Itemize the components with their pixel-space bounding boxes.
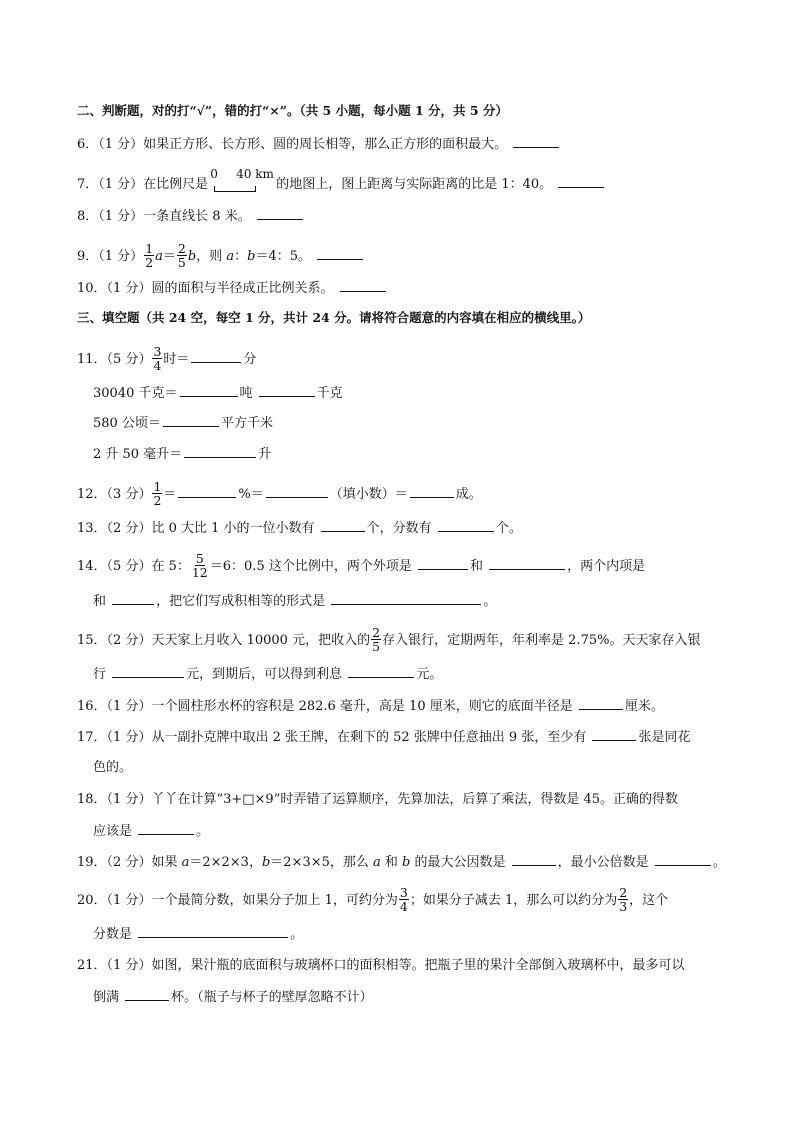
q12-fraction: $\frac{1}{2}$ bbox=[153, 479, 162, 508]
question-11-line-2: 30040 千克＝ 吨 千克 bbox=[93, 386, 343, 401]
q9-fraction-1: $\frac{1}{2}$ bbox=[145, 241, 154, 270]
q7-answer-blank[interactable] bbox=[558, 175, 604, 188]
q7-pre: 7．（1 分）在比例尺是 bbox=[77, 177, 209, 192]
scale-bar-icon bbox=[210, 166, 274, 193]
question-20: 20．（1 分）一个最简分数，如果分子加上 1，可约分为 $\frac{3}{4}$ ；如果分子减去 1，那么可以约分为 $\frac{2}{3}$ ，这个 bbox=[77, 885, 669, 914]
question-14: 14．（5 分）在 5： $\frac{5}{12}$ ＝6：0.5 这个比例中，两个外项是 和 ，两个内项是 bbox=[77, 551, 646, 580]
question-12: 12．（3 分） $\frac{1}{2}$ ＝ %＝ （填小数）＝ 成。 bbox=[77, 479, 482, 508]
question-11-line-3: 580 公顷＝ 平方千米 bbox=[93, 416, 273, 431]
section2-heading: 二、判断题，对的打“√”，错的打“×”。（共 5 小题，每小题 1 分，共 5 分） bbox=[77, 103, 508, 118]
q6-answer-blank[interactable] bbox=[513, 135, 559, 148]
q19-blank-1[interactable] bbox=[512, 853, 556, 866]
q20-blank[interactable] bbox=[138, 925, 288, 938]
q15-fraction: $\frac{2}{5}$ bbox=[372, 625, 381, 654]
q14-blank-3[interactable] bbox=[112, 592, 154, 605]
question-16: 16．（1 分）一个圆柱形水杯的容积是 282.6 毫升，高是 10 厘米，则它的底面半径是 厘米。 bbox=[77, 699, 664, 714]
question-21-line-2: 倒满 杯。（瓶子与杯子的壁厚忽略不计） bbox=[93, 990, 373, 1005]
question-20-line-2: 分数是 。 bbox=[93, 927, 304, 942]
q19-blank-2[interactable] bbox=[655, 853, 711, 866]
question-9: 9．（1 分） $\frac{1}{2}$ a＝ $\frac{2}{5}$ b，则 a：b＝4：5。 bbox=[77, 243, 365, 270]
q20-fraction-2: $\frac{2}{3}$ bbox=[619, 885, 628, 914]
question-21: 21．（1 分）如图，果汁瓶的底面积与玻璃杯口的面积相等。把瓶子里的果汁全部倒入玻璃杯中，最多可以 bbox=[77, 958, 685, 973]
q14-blank-2[interactable] bbox=[489, 557, 565, 570]
q15-blank-2[interactable] bbox=[348, 665, 414, 678]
q11-blank-2[interactable] bbox=[180, 384, 238, 397]
question-14-line-2: 和 ，把它们写成积相等的形式是 。 bbox=[93, 594, 497, 609]
q18-blank[interactable] bbox=[138, 822, 194, 835]
question-11: 11．（5 分） $\frac{3}{4}$ 时＝ 分 bbox=[77, 344, 257, 373]
question-15-line-2: 行 元，到期后，可以得到利息 元。 bbox=[93, 667, 443, 682]
question-19: 19．（2 分）如果 a＝2×2×3，b＝2×3×5，那么 a 和 b 的最大公因数是 ，最小公倍数是 。 bbox=[77, 855, 726, 870]
q11-blank-4[interactable] bbox=[163, 414, 219, 427]
q12-blank-2[interactable] bbox=[266, 485, 328, 498]
question-8 bbox=[77, 207, 305, 225]
q9-answer-blank[interactable] bbox=[317, 247, 363, 260]
q10-answer-blank[interactable] bbox=[340, 279, 386, 292]
q20-fraction-1: $\frac{3}{4}$ bbox=[399, 885, 408, 914]
section3-heading: 三、填空题（共 24 空，每空 1 分，共计 24 分。请将符合题意的内容填在相应的横线里。） bbox=[77, 310, 591, 325]
q11-blank-5[interactable] bbox=[184, 445, 256, 458]
scale-start-label: 0 bbox=[210, 166, 218, 181]
question-18-line-2: 应该是 。 bbox=[93, 824, 210, 839]
q12-blank-3[interactable] bbox=[410, 485, 454, 498]
question-7 bbox=[77, 166, 606, 193]
q11-blank-1[interactable] bbox=[191, 350, 241, 363]
q15-blank-1[interactable] bbox=[112, 665, 184, 678]
q8-text: 8．（1 分）一条直线长 8 米。 bbox=[77, 209, 251, 224]
question-6 bbox=[77, 135, 561, 153]
q9-fraction-2: $\frac{2}{5}$ bbox=[177, 241, 186, 270]
question-18: 18．（1 分）丫丫在计算“3+□×9”时弄错了运算顺序，先算加法，后算了乘法，得数是 45。正确的得数 bbox=[77, 792, 679, 807]
scale-end-label: 40 km bbox=[236, 166, 274, 181]
q16-blank[interactable] bbox=[579, 697, 623, 710]
question-13: 13．（2 分）比 0 大比 1 小的一位小数有 个，分数有 个。 bbox=[77, 521, 522, 536]
question-17: 17．（1 分）从一副扑克牌中取出 2 张王牌，在剩下的 52 张牌中任意抽出 9 张，至少有 张是同花 bbox=[77, 730, 691, 745]
q12-blank-1[interactable] bbox=[178, 485, 236, 498]
q14-blank-1[interactable] bbox=[418, 557, 468, 570]
q8-answer-blank[interactable] bbox=[257, 207, 303, 220]
question-17-line-2: 色的。 bbox=[93, 760, 133, 775]
question-15: 15．（2 分）天天家上月收入 10000 元，把收入的 $\frac{2}{5}$ 存入银行，定期两年，年利率是 2.75%。天天家存入银 bbox=[77, 625, 701, 654]
q14-blank-4[interactable] bbox=[331, 592, 481, 605]
question-11-line-4: 2 升 50 毫升＝ 升 bbox=[93, 447, 272, 462]
q21-blank[interactable] bbox=[125, 988, 169, 1001]
q11-blank-3[interactable] bbox=[259, 384, 315, 397]
q6-text: 6．（1 分）如果正方形、长方形、圆的周长相等，那么正方形的面积最大。 bbox=[77, 137, 508, 152]
q7-post: 的地图上，图上距离与实际距离的比是 1：40。 bbox=[276, 177, 553, 192]
q10-text: 10．（1 分）圆的面积与半径成正比例关系。 bbox=[77, 281, 334, 296]
q17-blank[interactable] bbox=[592, 728, 636, 741]
q13-blank-1[interactable] bbox=[321, 519, 365, 532]
q14-fraction: $\frac{5}{12}$ bbox=[191, 551, 208, 580]
question-10 bbox=[77, 279, 388, 297]
q13-blank-2[interactable] bbox=[438, 519, 494, 532]
q11-fraction: $\frac{3}{4}$ bbox=[153, 344, 162, 373]
q9-pre: 9．（1 分） bbox=[77, 249, 144, 264]
